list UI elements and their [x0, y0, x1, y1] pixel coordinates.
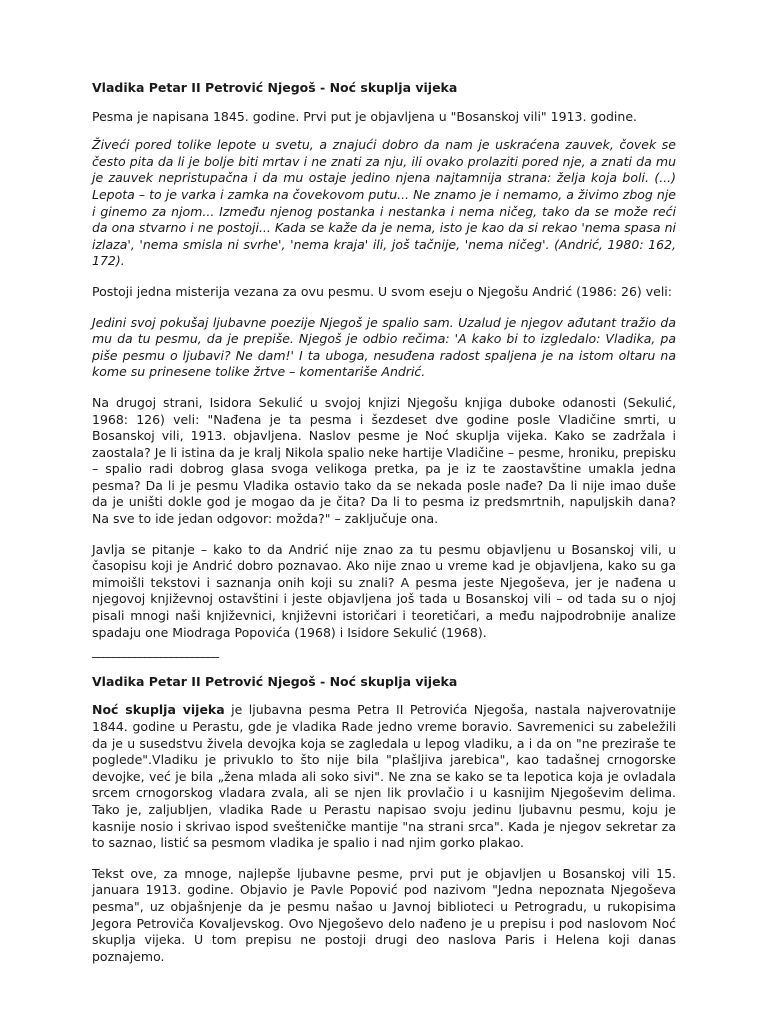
poem-history-paragraph [92, 702, 676, 851]
sekulic-paragraph: Na drugoj strani, Isidora Sekulić u svojoj knjizi Njegošu knjiga duboke odanosti (Sekulić, 1968: 126) veli: "Nađena je ta pesma i šezdeset dve godine posle Vladičine smrti, u Bosanskoj vili, 1913. objavljena. Naslov pesme je Noć skuplja vijeka. Kako se zadržala i zaostala? Je li istina da je kralj Nikola spalio neke hartije Vladičine – pesme, hroniku, prepisku – spalio radi dobrog glasa svoga velikoga pretka, pa je iz te zaostavštine umakla jedna pesma? Da li je pesmu Vladika ostavio tako da se nekada posle nađe? Da li nije imao duše da je uništi dokle god je mogao da je čita? Da li to pesma iz predsmrtnih, napuljskih dana? Na sve to ide jedan odgovor: možda?" – zaključuje ona. [92, 394, 676, 527]
andric-quote-beauty: Živeći pored tolike lepote u svetu, a znajući dobro da nam je uskraćena zauvek, čovek se često pita da li je bolje biti mrtav i ne znati za nju, ili ovako prolaziti pored nje, a znati da mu je zauvek nepristupačna i da mu ostaje jedino njena najtamnija strana: želja koja boli. (...) Lepota – to je varka i zamka na čovekovom putu... Ne znamo je i nemamo, a živimo zbog nje i ginemo za njom... Između njenog postanka i nestanka i nema ničeg, tako da se može reći da ona stvarno i ne postoji... Kada se kaže da je nema, isto je kao da si rekao 'nema spasa ni izlaza', 'nema smisla ni svrhe', 'nema kraja' ili, još tačnije, 'nema ničeg'. (Andrić, 1980: 162, 172). [92, 137, 676, 269]
intro-paragraph: Pesma je napisana 1845. godine. Prvi put je objavljena u "Bosanskoj vili" 1913. godine. [92, 108, 637, 124]
poem-history-text: je ljubavna pesma Petra II Petrovića Njegoša, nastala najverovatnije 1844. godine u Perastu, gde je vladika Rade jedno vreme boravio. Savremenici su zabeležili da je u susedstvu živela devojka koja se zagledala u lepog vladiku, a i da on "ne preziraše te poglede".Vladiku je privuklo to što nije bila "plašljiva jarebica", kao tadašnej crnogorske devojke, već je bila „žena mlada ali soko sivi". Ne zna se kako se ta lepotica koja je ovladala srcem crnogorskog vladara zvala, ali se njen lik provlačio i u kasnijim Njegoševim delima. Tako je, zaljubljen, vladika Rade u Perastu napisao svoju jedinu ljubavnu pesmu, koju je kasnije nosio i skrivao ispod svešteničke mantije "na strani srca". Kada je njegov sekretar za to saznao, listić sa pesmom vladika je spalio i nad njim gorko plakao. [92, 702, 676, 851]
document-body [92, 80, 676, 979]
page-title: Vladika Petar II Petrović Njegoš - Noć skuplja vijeka [92, 80, 458, 95]
section-divider: ________________________ [92, 643, 218, 659]
andric-quote-burned: Jedini svoj pokušaj ljubavne poezije Njegoš je spalio sam. Uzalud je njegov ađutant tražio da mu da tu pesmu, da je prepiše. Njegoš je odbio rečima: 'A kako bi to izgledalo: Vladika, pa piše pesmu o ljubavi? Ne dam!' I ta uboga, nesuđena radost spaljena je na istom oltaru na kome su prinesene tolike žrtve – komentariše Andrić. [92, 314, 676, 380]
publication-paragraph: Tekst ove, za mnoge, najlepše ljubavne pesme, prvi put je objavljen u Bosanskoj vili 15. januara 1913. godine. Objavio je Pavle Popović pod nazivom "Jedna nepoznata Njegoševa pesma", uz objašnjenje da je pesmu našao u Javnoj biblioteci u Petrogradu, u rukopisima Jegora Petroviča Kovaljevskog. Ovo Njegoševo delo nađeno je u prepisu i pod naslovom Noć skuplja vijeka. U tom prepisu ne postoji drugi deo naslova Paris i Helena koji danas poznajemo. [92, 865, 676, 964]
mystery-paragraph: Postoji jedna misterija vezana za ovu pesmu. U svom eseju o Njegošu Andrić (1986: 26) veli: [92, 283, 672, 299]
question-paragraph: Javlja se pitanje – kako to da Andrić nije znao za tu pesmu objavljenu u Bosanskoj vili, u časopisu koji je Andrić dobro poznavao. Ako nije znao u vreme kad je objavljena, kako su ga mimoišli tekstovi i saznanja onih koji su znali? A pesma jeste Njegoševa, jer je nađena u njegovoj književnoj ostavštini i jeste objavljena još tada u Bosanskoj vili – od tada su o njoj pisali mnogi naši književnici, književni istoričari i teoretičari, a među najpodrobnije analize spadaju one Miodraga Popovića (1968) i Isidore Sekulić (1968). [92, 541, 676, 640]
poem-title-lead: Noć skuplja vijeka [92, 702, 225, 718]
section-title: Vladika Petar II Petrović Njegoš - Noć skuplja vijeka [92, 673, 458, 689]
